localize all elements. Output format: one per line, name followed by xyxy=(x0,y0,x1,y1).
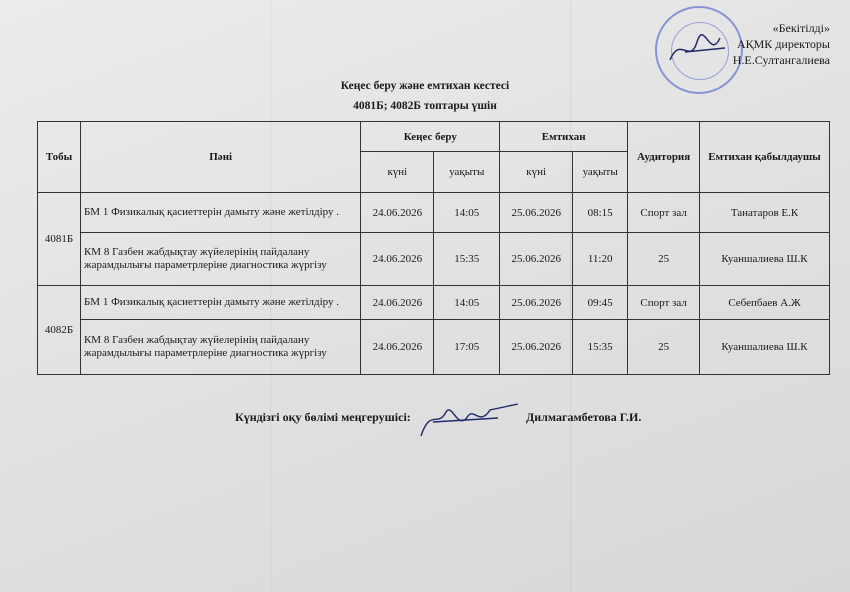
table-row xyxy=(38,286,830,320)
cons-date-cell: 24.06.2026 xyxy=(361,286,434,320)
group-cell: 4081Б xyxy=(38,193,81,286)
exam-date-cell: 25.06.2026 xyxy=(500,193,573,233)
table-row xyxy=(38,320,830,375)
cons-time-cell: 14:05 xyxy=(434,286,500,320)
exam-time-cell: 09:45 xyxy=(573,286,628,320)
room-cell: Спорт зал xyxy=(628,286,700,320)
header-exam-time: уақыты xyxy=(573,152,628,193)
exam-date-cell: 25.06.2026 xyxy=(500,233,573,286)
approval-block xyxy=(733,20,830,68)
examiner-cell: Танатаров Е.К xyxy=(700,193,830,233)
header-exam: Емтихан xyxy=(500,122,628,152)
subject-cell: КМ 8 Газбен жабдықтау жүйелерінің пайдалану жарамдылығы параметрлеріне диагностика жүргізу xyxy=(80,320,360,375)
head-signature xyxy=(418,398,523,443)
exam-date-cell: 25.06.2026 xyxy=(500,286,573,320)
header-consultation: Кеңес беру xyxy=(361,122,500,152)
exam-time-cell: 15:35 xyxy=(573,320,628,375)
subject-cell: БМ 1 Физикалық қасиеттерін дамыту және жетілдіру . xyxy=(80,286,360,320)
table-row xyxy=(38,193,830,233)
exam-time-cell: 08:15 xyxy=(573,193,628,233)
head-name: Дилмагамбетова Г.И. xyxy=(526,410,642,424)
exam-date-cell: 25.06.2026 xyxy=(500,320,573,375)
room-cell: 25 xyxy=(628,233,700,286)
room-cell: Спорт зал xyxy=(628,193,700,233)
cons-date-cell: 24.06.2026 xyxy=(361,320,434,375)
header-room: Аудитория xyxy=(628,122,700,193)
header-group: Тобы xyxy=(38,122,81,193)
header-cons-time: уақыты xyxy=(434,152,500,193)
exam-time-cell: 11:20 xyxy=(573,233,628,286)
subject-cell: КМ 8 Газбен жабдықтау жүйелерінің пайдалану жарамдылығы параметрлеріне диагностика жүргізу xyxy=(80,233,360,286)
approval-line-2: АҚМК директоры xyxy=(736,37,830,51)
header-cons-date: күні xyxy=(361,152,434,193)
cons-time-cell: 17:05 xyxy=(434,320,500,375)
room-cell: 25 xyxy=(628,320,700,375)
examiner-cell: Куаншалиева Ш.К xyxy=(700,320,830,375)
examiner-cell: Себепбаев А.Ж xyxy=(700,286,830,320)
cons-time-cell: 14:05 xyxy=(434,193,500,233)
subject-cell: БМ 1 Физикалық қасиеттерін дамыту және жетілдіру . xyxy=(80,193,360,233)
director-signature xyxy=(665,30,735,70)
head-title: Күндізгі оқу бөлімі меңгерушісі: xyxy=(235,410,411,424)
cons-time-cell: 15:35 xyxy=(434,233,500,286)
cons-date-cell: 24.06.2026 xyxy=(361,233,434,286)
header-exam-date: күні xyxy=(500,152,573,193)
document-subtitle: 4081Б; 4082Б топтары үшін xyxy=(353,100,497,112)
header-examiner: Емтихан қабылдаушы xyxy=(700,122,830,193)
cons-date-cell: 24.06.2026 xyxy=(361,193,434,233)
schedule-table xyxy=(37,121,830,375)
approval-line-1: «Бекітілді» xyxy=(772,21,830,35)
table-row xyxy=(38,233,830,286)
examiner-cell: Куаншалиева Ш.К xyxy=(700,233,830,286)
approval-line-3: Н.Е.Султангалиева xyxy=(732,53,830,67)
group-cell: 4082Б xyxy=(38,286,81,375)
header-subject: Пәні xyxy=(80,122,360,193)
document-title: Кеңес беру және емтихан кестесі xyxy=(340,80,510,92)
